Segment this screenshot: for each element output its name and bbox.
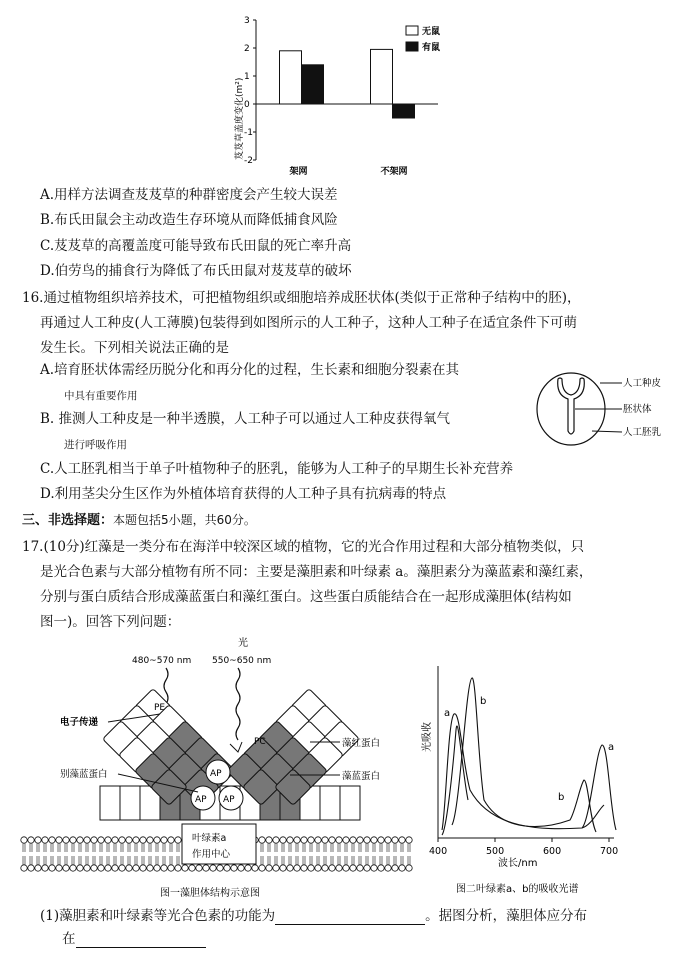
y-tick-label: 1 — [244, 72, 250, 82]
q16-stem-line3: 发生长。下列相关说法正确的是 — [40, 340, 229, 356]
curve-b — [452, 678, 596, 832]
wavelength-label-2: 550~650 nm — [212, 656, 272, 666]
q16-stem-line2: 再通过人工种皮(人工薄膜)包装得到如图所示的人工种子，这种人工种子在适宜条件下可萌 — [40, 315, 578, 331]
y-tick-label: -1 — [244, 128, 253, 138]
x-tick-label: 700 — [600, 846, 619, 857]
q17-stem-line1: 17.(10分)红藻是一类分布在海洋中较深区域的植物，它的光合作用过程和大部分植物类似，只 — [22, 539, 585, 555]
section3-note: 本题包括5小题，共60分。 — [113, 513, 256, 527]
ap-label-right: AP — [223, 795, 235, 805]
absorption-spectrum-chart — [412, 660, 642, 900]
x-tick-label: 600 — [543, 846, 562, 857]
q17-sub1-text-c: 在 — [62, 931, 76, 947]
q17-sub1-text-b: 。据图分析，藻胆体应分布 — [425, 908, 588, 924]
q16-stem-line1: 16.通过植物组织培养技术，可把植物组织或细胞培养成胚状体(类似于正常种子结构中的胚)， — [22, 290, 581, 306]
q16-option-d: D.利用茎尖分生区作为外植体培育获得的人工种子具有抗病毒的特点 — [40, 486, 447, 502]
wavelength-label-1: 480~570 nm — [132, 656, 192, 666]
y-tick-label: 0 — [244, 100, 250, 110]
artificial-seed-diagram — [528, 365, 690, 455]
bar-有鼠-不架网 — [393, 104, 415, 118]
curve-label-b1: b — [480, 696, 487, 707]
q15-option-b: B.布氏田鼠会主动改造生存环境从而降低捕食风险 — [40, 212, 338, 228]
q15-option-d: D.伯劳鸟的捕食行为降低了布氏田鼠对芨芨草的破坏 — [40, 263, 352, 279]
label-electron-transfer: 电子传递 — [60, 717, 99, 728]
q17-stem-line2: 是光合色素与大部分植物有所不同：主要是藻胆素和叶绿素 a。藻胆素分为藻蓝素和藻红素， — [40, 564, 593, 580]
ap-label-left: AP — [195, 795, 207, 805]
q17-stem-line3: 分别与蛋白质结合形成藻蓝蛋白和藻红蛋白。这些蛋白质能结合在一起形成藻胆体(结构如 — [40, 589, 572, 605]
x-tick-label: 400 — [429, 846, 448, 857]
figure1-caption: 图一藻胆体结构示意图 — [160, 888, 260, 899]
spectrum-ylabel: 光吸收 — [422, 722, 433, 752]
figure2-caption: 图二叶绿素a、b的吸收光谱 — [456, 884, 579, 895]
label-artificial-endosperm: 人工胚乳 — [623, 427, 662, 438]
answer-blank-1[interactable] — [275, 911, 425, 925]
label-phycocyanin: 藻蓝蛋白 — [342, 771, 381, 782]
x-tick-label: 500 — [486, 846, 505, 857]
q16-option-a-line2: 中具有重要作用 — [64, 390, 138, 402]
curve-label-b2: b — [558, 792, 565, 803]
y-axis-label: 芨芨草盖度变化(m²) — [235, 77, 245, 160]
bar-有鼠-架网 — [302, 65, 324, 104]
legend-label: 无鼠 — [422, 27, 441, 37]
q16-option-b-line1: B. 推测人工种皮是一种半透膜，人工种子可以通过人工种皮获得氧气 — [40, 411, 451, 427]
label-embryoid: 胚状体 — [623, 404, 652, 415]
curve-label-a2: a — [608, 742, 615, 753]
pc-label: PC — [254, 737, 266, 747]
bar-chart — [200, 10, 480, 188]
q15-option-c: C.芨芨草的高覆盖度可能导致布氏田鼠的死亡率升高 — [40, 238, 352, 254]
q17-sub1-text-a: (1)藻胆素和叶绿素等光合色素的功能为 — [40, 908, 276, 924]
spectrum-xlabel: 波长/nm — [498, 858, 538, 869]
legend-swatch — [406, 42, 418, 51]
legend-swatch — [406, 26, 418, 35]
label-artificial-coat: 人工种皮 — [623, 378, 662, 389]
q15-option-a: A.用样方法调查芨芨草的种群密度会产生较大误差 — [40, 187, 338, 203]
legend-label: 有鼠 — [422, 43, 441, 53]
answer-blank-2[interactable] — [76, 934, 206, 948]
q17-sub1-line2 — [62, 930, 206, 948]
y-tick-label: 3 — [244, 16, 250, 26]
center-label-1: 叶绿素a — [192, 833, 227, 844]
bar-无鼠-架网 — [280, 51, 302, 104]
center-label-2: 作用中心 — [192, 849, 231, 860]
section3-heading — [22, 511, 256, 530]
y-tick-label: -2 — [244, 156, 253, 166]
light-label: 光 — [238, 638, 248, 649]
category-label: 架网 — [289, 167, 308, 177]
y-tick-label: 2 — [244, 44, 250, 54]
bar-无鼠-不架网 — [371, 49, 393, 104]
ap-label-top: AP — [210, 769, 222, 779]
q16-option-a-line1: A.培育胚状体需经历脱分化和再分化的过程，生长素和细胞分裂素在其 — [40, 362, 460, 378]
curve-label-a1: a — [444, 708, 451, 719]
q17-stem-line4: 图一)。回答下列问题： — [40, 614, 181, 630]
curve-a-part1 — [442, 714, 604, 830]
phycobilisome-diagram — [20, 634, 420, 924]
label-allophycocyanin: 别藻蓝蛋白 — [60, 769, 108, 780]
q16-option-c: C.人工胚乳相当于单子叶植物种子的胚乳，能够为人工种子的早期生长补充营养 — [40, 461, 514, 477]
q16-option-b-line2: 进行呼吸作用 — [64, 439, 127, 451]
q17-sub1-line1 — [40, 907, 587, 925]
pe-label: PE — [154, 703, 166, 713]
section3-title: 三、非选择题： — [22, 513, 114, 528]
label-phycoerythrin: 藻红蛋白 — [342, 738, 381, 749]
category-label: 不架网 — [380, 167, 408, 177]
